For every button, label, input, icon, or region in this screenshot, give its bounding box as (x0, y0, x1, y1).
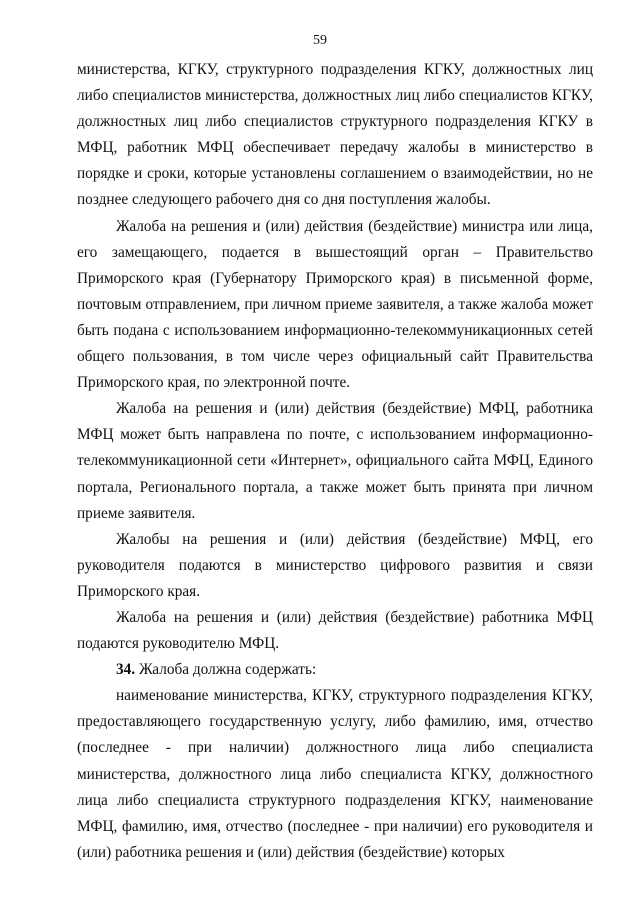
paragraph-complaint-contents: наименование министерства, КГКУ, структурного подразделения КГКУ, предоставляющего государственную услугу, либо фамилию, имя, отчество (последнее - при наличии) должностного лица либо специалиста министерства, должностного лица либо специалиста КГКУ, должностного лица либо специалиста структурного подразделения КГКУ, наименование МФЦ, фамилию, имя, отчество (последнее - при наличии) его руководителя и (или) работника решения и (или) действия (бездействие) которых (77, 687, 593, 861)
paragraph-complaint-mfc-head: Жалобы на решения и (или) действия (бездействие) МФЦ, его руководителя подаются в министерство цифрового развития и связи Приморского края. (77, 530, 593, 600)
paragraph-complaint-minister: Жалоба на решения и (или) действия (бездействие) министра или лица, его замещающего, подается в вышестоящий орган – Правительство Приморского края (Губернатору Приморского края) в письменной форме, почтовым отправлением, при личном приеме заявителя, а также жалоба может быть подана с использованием информационно-телекоммуникационных сетей общего пользования, в том числе через официальный сайт Правительства Приморского края, по электронной почте. (77, 217, 593, 392)
paragraph-complaint-mfc-worker: Жалоба на решения и (или) действия (бездействие) МФЦ, работника МФЦ может быть направлена по почте, с использованием информационно-телекоммуникационной сети «Интернет», официального сайта МФЦ, Единого портала, Регионального портала, а также может быть принята при личном приеме заявителя. (77, 400, 593, 522)
clause-number: 34. (116, 661, 136, 679)
paragraph-continuation: министерства, КГКУ, структурного подразделения КГКУ, должностных лиц либо специалистов министерства, должностных лиц либо специалистов КГКУ, должностных лиц либо специалистов структурного подразделения КГКУ в МФЦ, работник МФЦ обеспечивает передачу жалобы в министерство в порядке и сроки, которые установлены соглашением о взаимодействии, но не позднее следующего рабочего дня со дня поступления жалобы. (77, 61, 593, 209)
page-number: 59 (313, 33, 327, 48)
paragraph-clause-34 (77, 657, 593, 683)
document-body (77, 57, 593, 866)
paragraph-complaint-mfc-employee: Жалоба на решения и (или) действия (бездействие) работника МФЦ подаются руководителю МФЦ. (77, 608, 593, 653)
clause-text: Жалоба должна содержать: (135, 661, 317, 679)
